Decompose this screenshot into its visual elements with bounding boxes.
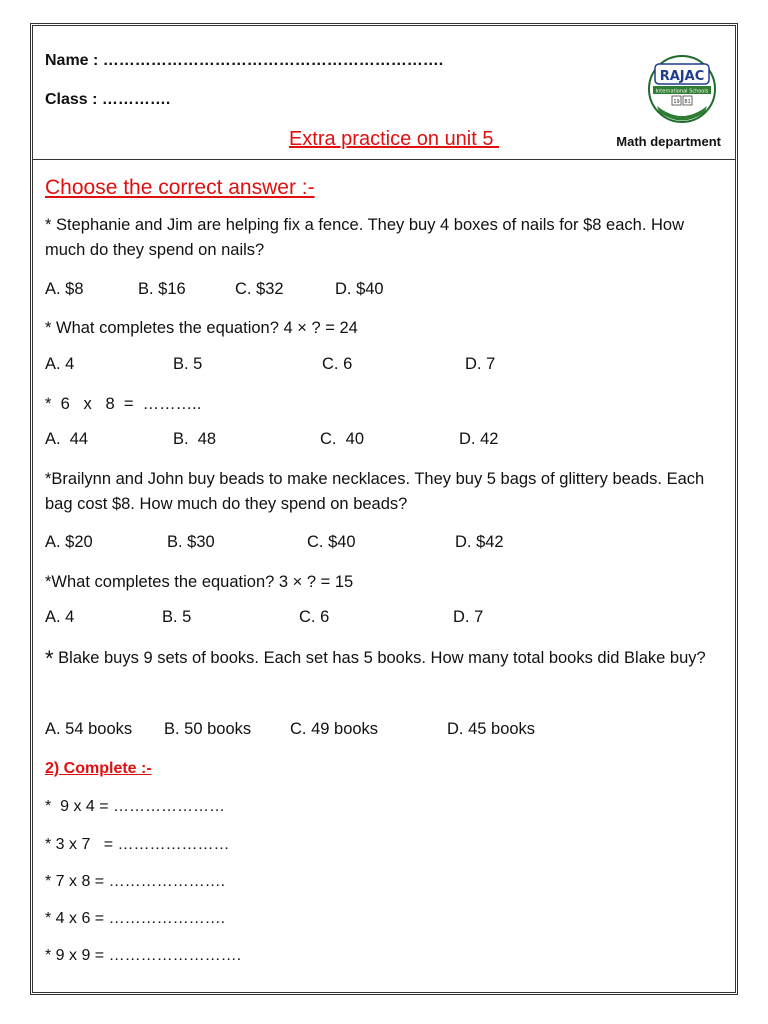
department-label: Math department [616,134,721,149]
option-c: C. $40 [307,533,356,551]
question-6-text: Blake buys 9 sets of books. Each set has 5 books. How many total books did Blake buy? [53,649,706,667]
option-c: C. $32 [235,280,284,298]
question-3-options [45,430,725,452]
question-6-star: * [45,646,54,671]
complete-item-4: * 4 x 6 = …………………. [45,910,226,927]
question-6 [45,646,725,671]
option-a: A. 54 books [45,720,133,738]
option-c: C. 40 [320,430,365,448]
question-2: * What completes the equation? 4 × ? = 24 [45,319,358,337]
option-d: D. $42 [455,533,504,551]
class-line: Class : …………. [45,91,171,108]
logo-text: RAJAC [659,69,705,84]
question-2-options [45,355,725,377]
option-b: B. 50 books [164,720,252,738]
question-4-options [45,533,725,555]
section-title-complete: 2) Complete :- [45,760,152,777]
option-d: D. $40 [335,280,384,298]
option-c: C. 6 [299,608,330,626]
option-a: A. 4 [45,608,75,626]
worksheet-header [33,26,735,160]
option-c: C. 49 books [290,720,379,738]
question-5: *What completes the equation? 3 × ? = 15 [45,573,354,591]
option-d: D. 7 [453,608,484,626]
question-6-options [45,720,725,742]
option-b: B. $16 [138,280,186,298]
svg-text:19: 19 [673,99,680,105]
option-c: C. 6 [322,355,353,373]
complete-item-1: * 9 x 4 = ………………… [45,798,226,815]
option-a: A. $8 [45,280,84,298]
question-5-options [45,608,725,630]
option-b: B. 5 [162,608,192,626]
option-d: D. 7 [465,355,496,373]
school-logo [647,54,717,124]
question-4: *Brailynn and John buy beads to make necklaces. They buy 5 bags of glittery beads. Each bag cost $8. How much do they spend on beads? [45,470,705,513]
complete-item-5: * 9 x 9 = ……………………. [45,947,242,964]
option-a: A. 44 [45,430,89,448]
logo-subtitle: International Schools [655,88,709,95]
worksheet-title: Extra practice on unit 5 [288,128,500,150]
question-3: * 6 x 8 = ……….. [45,395,202,413]
name-line: Name : ………………………………………………………. [45,52,444,69]
complete-item-3: * 7 x 8 = …………………. [45,873,226,890]
logo-badge: RIS [677,112,687,118]
question-1-options [45,280,725,302]
section-title-choose: Choose the correct answer :- [45,176,315,199]
complete-item-2: * 3 x 7 = ………………… [45,836,230,853]
option-a: A. $20 [45,533,93,551]
option-b: B. $30 [167,533,215,551]
worksheet-frame [30,23,738,995]
option-b: B. 5 [173,355,203,373]
option-a: A. 4 [45,355,75,373]
svg-text:81: 81 [684,99,691,105]
option-d: D. 45 books [447,720,536,738]
option-d: D. 42 [459,430,499,448]
question-1: * Stephanie and Jim are helping fix a fence. They buy 4 boxes of nails for $8 each. How much do they spend on nails? [45,216,684,259]
option-b: B. 48 [173,430,217,448]
